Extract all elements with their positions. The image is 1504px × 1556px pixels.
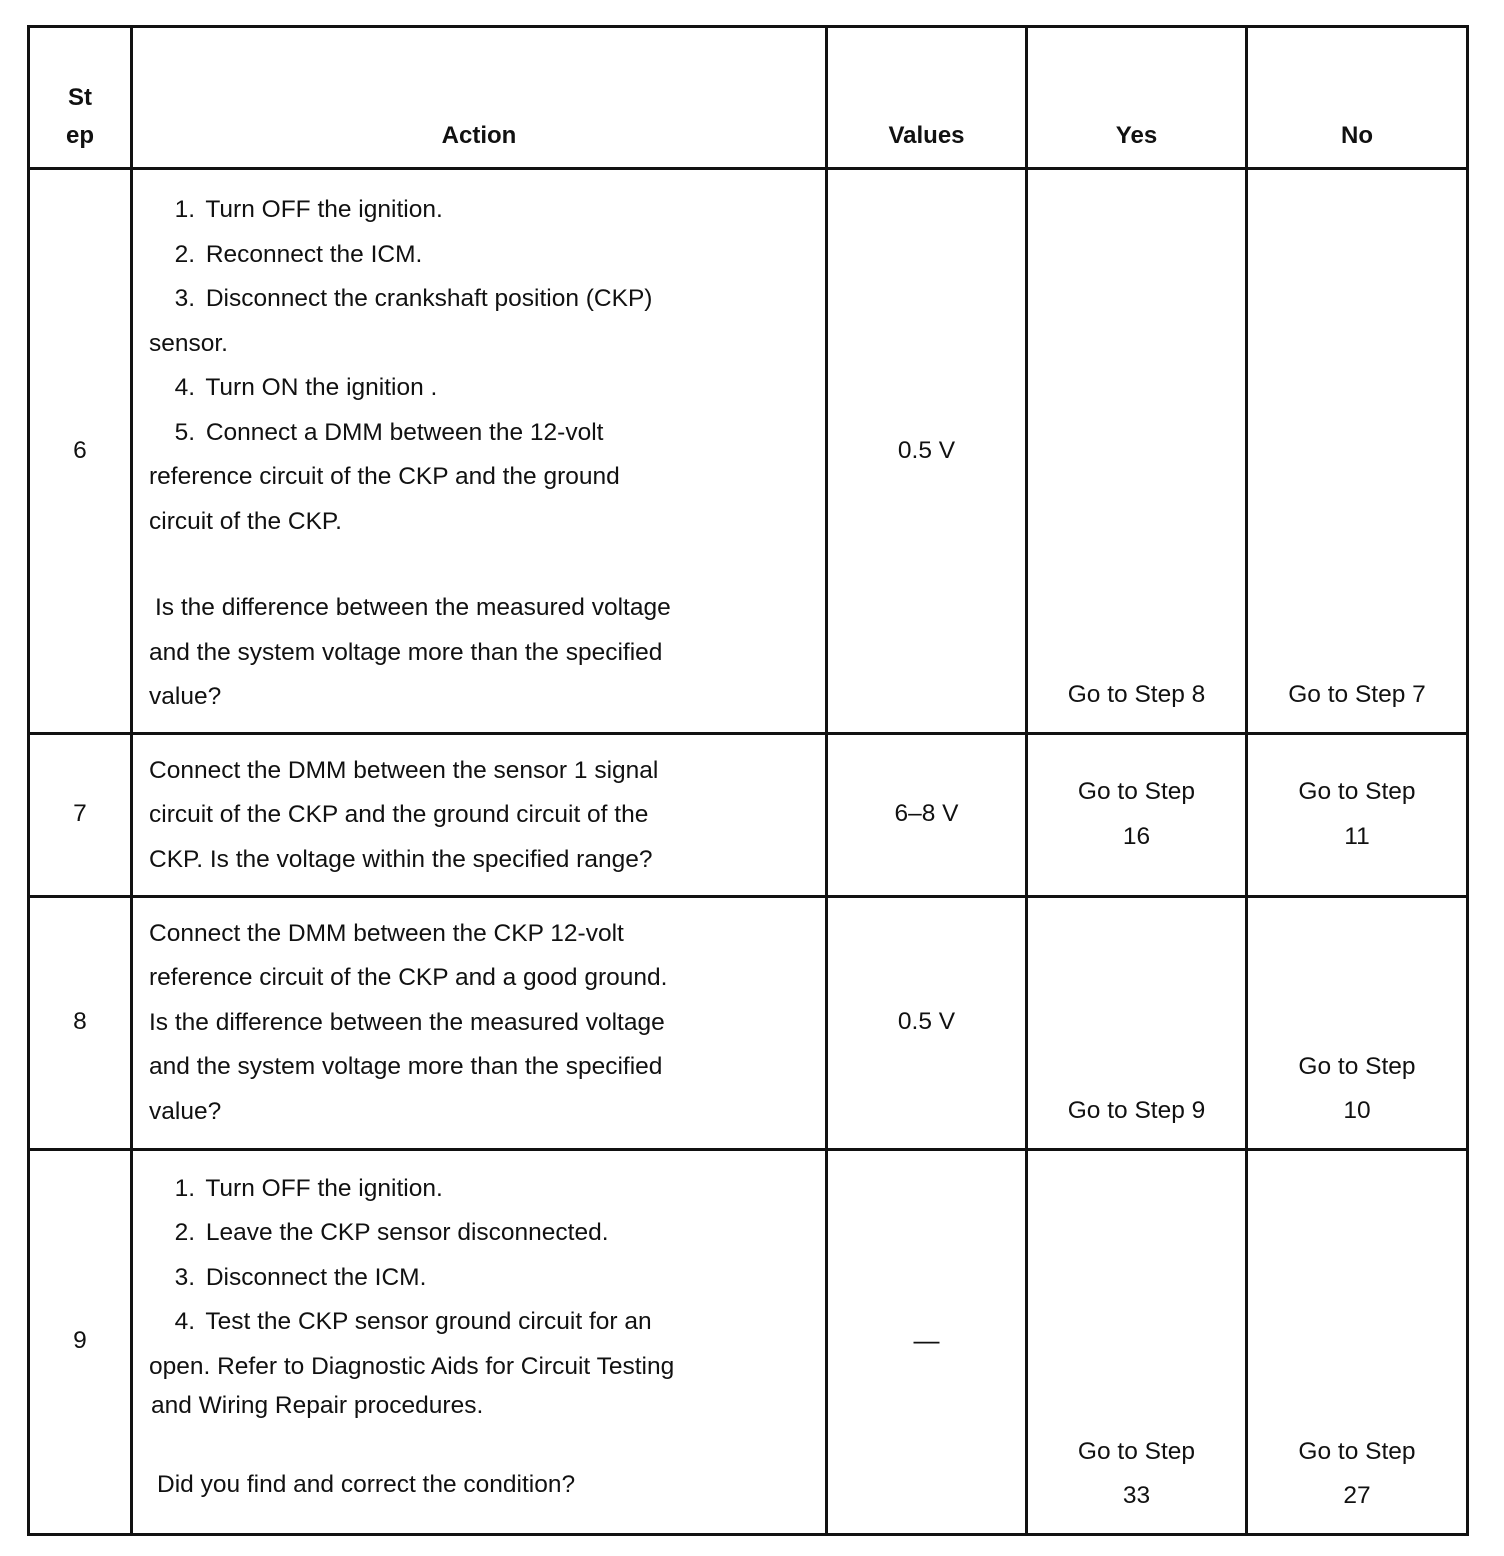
table-row: [29, 1149, 1468, 1534]
action-step-continued: and Wiring Repair procedures.: [151, 1392, 484, 1419]
action-question: Did you find and correct the condition?: [157, 1471, 576, 1498]
header-step: St ep: [29, 27, 132, 169]
action-step: 4. Test the CKP sensor ground circuit for an: [174, 1308, 652, 1335]
action-step: 4. Turn ON the ignition .: [174, 374, 438, 401]
diagnostic-table: [27, 25, 1469, 1536]
value-cell: 6–8 V: [827, 733, 1027, 896]
step-number: 6: [29, 169, 132, 734]
table-row: [29, 733, 1468, 896]
step-number: 8: [29, 896, 132, 1149]
action-question: value?: [149, 683, 222, 710]
action-step-continued: reference circuit of the CKP and the ground: [149, 463, 620, 490]
action-question: Is the difference between the measured voltage: [155, 594, 671, 621]
action-step-continued: open. Refer to Diagnostic Aids for Circuit Testing: [149, 1352, 675, 1380]
action-step: 3. Disconnect the ICM.: [174, 1263, 427, 1291]
action-cell: [132, 1149, 827, 1534]
value-cell: 0.5 V: [827, 896, 1027, 1149]
action-step: 3. Disconnect the crankshaft position (CKP): [174, 285, 653, 312]
no-cell: Go to Step 27: [1247, 1149, 1468, 1534]
value-cell: 0.5 V: [827, 169, 1027, 734]
no-cell: Go to Step 10: [1247, 896, 1468, 1149]
action-step-continued: circuit of the CKP.: [149, 507, 342, 535]
header-values: Values: [827, 27, 1027, 169]
header-yes: Yes: [1027, 27, 1247, 169]
action-question: and the system voltage more than the specified: [149, 638, 663, 666]
action-step: 5. Connect a DMM between the 12-volt: [174, 418, 604, 446]
step-number: 7: [29, 733, 132, 896]
table-row: [29, 896, 1468, 1149]
action-cell: Connect the DMM between the sensor 1 signal circuit of the CKP and the ground circuit of the CKP. Is the voltage within the specified range?: [132, 733, 827, 896]
no-cell: Go to Step 7: [1247, 169, 1468, 734]
no-cell: Go to Step 11: [1247, 733, 1468, 896]
action-step: 1. Turn OFF the ignition.: [174, 1174, 443, 1202]
step-number: 9: [29, 1149, 132, 1534]
header-action: Action: [132, 27, 827, 169]
header-no: No: [1247, 27, 1468, 169]
action-cell: [132, 169, 827, 734]
action-step: 1. Turn OFF the ignition.: [174, 196, 443, 223]
header-row: [29, 27, 1468, 169]
yes-cell: Go to Step 33: [1027, 1149, 1247, 1534]
value-cell: —: [827, 1149, 1027, 1534]
yes-cell: Go to Step 9: [1027, 896, 1247, 1149]
action-cell: Connect the DMM between the CKP 12-volt reference circuit of the CKP and a good ground. Is the difference between the measured voltage and the system voltage more than the specified value?: [132, 896, 827, 1149]
action-step-continued: sensor.: [149, 329, 228, 357]
yes-cell: Go to Step 16: [1027, 733, 1247, 896]
yes-cell: Go to Step 8: [1027, 169, 1247, 734]
table-row: [29, 169, 1468, 734]
action-step: 2. Leave the CKP sensor disconnected.: [174, 1219, 609, 1246]
action-step: 2. Reconnect the ICM.: [174, 240, 423, 268]
